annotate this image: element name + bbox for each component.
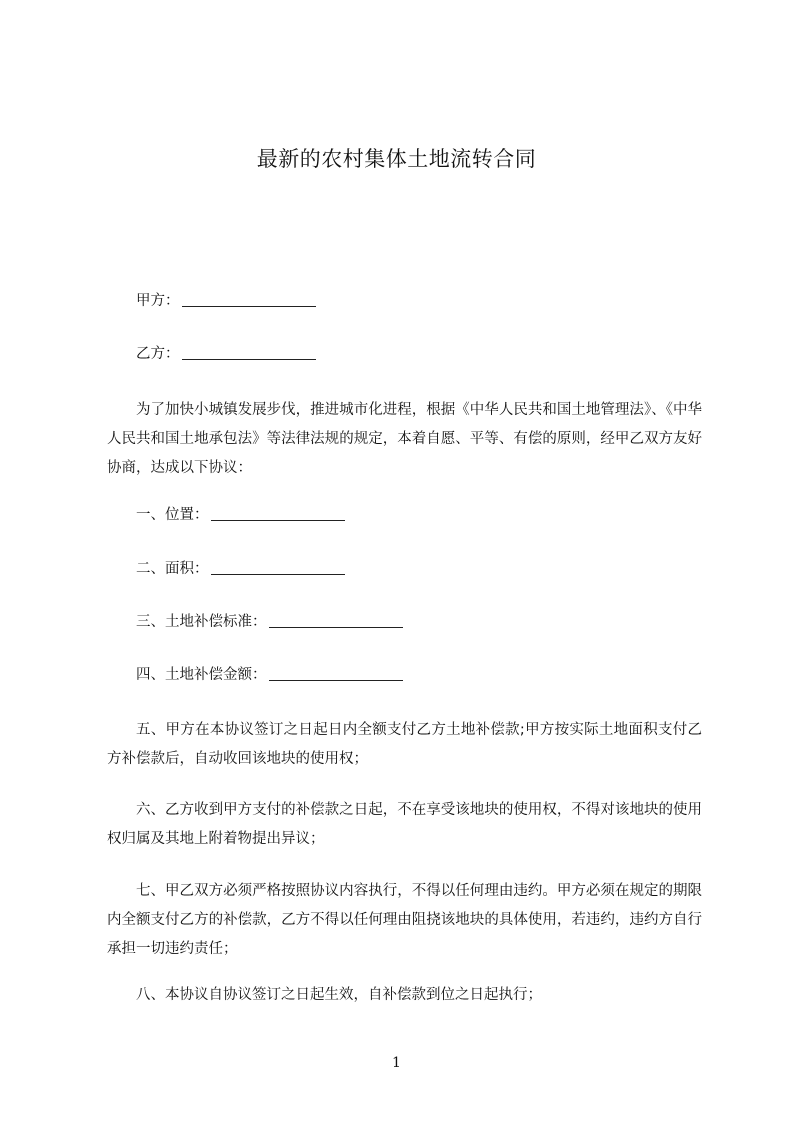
item-amount-label: 四、土地补偿金额： [136, 667, 267, 683]
item-standard-blank [269, 613, 403, 628]
clause-7-paragraph: 七、甲乙双方必须严格按照协议内容执行，不得以任何理由违约。甲方必须在规定的期限内全额支付乙方的补偿款，乙方不得以任何理由阻挠该地块的具体使用，若违约，违约方自行承担一切违约责任； [107, 883, 702, 957]
item-area-blank [211, 560, 345, 575]
party-b-label: 乙方： [136, 346, 180, 362]
page-number: 1 [392, 1055, 401, 1071]
item-location-blank [211, 506, 345, 521]
party-a-label: 甲方： [136, 293, 180, 309]
party-b-blank [182, 345, 316, 360]
item-area-label: 二、面积： [136, 561, 209, 577]
item-location-label: 一、位置： [136, 507, 209, 523]
preamble-paragraph: 为了加快小城镇发展步伐，推进城市化进程，根据《中华人民共和国土地管理法》、《中华人民共和国土地承包法》等法律法规的规定，本着自愿、平等、有偿的原则，经甲乙双方友好协商，达成以下协议： [107, 402, 702, 476]
document-title: 最新的农村集体土地流转合同 [256, 147, 537, 171]
item-standard-label: 三、土地补偿标准： [136, 614, 267, 630]
party-a-blank [182, 292, 316, 307]
item-amount-line [136, 665, 403, 685]
clause-6-paragraph: 六、乙方收到甲方支付的补偿款之日起，不在享受该地块的使用权，不得对该地块的使用权归属及其地上附着物提出异议； [107, 802, 702, 847]
item-amount-blank [269, 666, 403, 681]
item-area-line [136, 559, 345, 579]
item-location-line [136, 505, 345, 525]
party-a-line [136, 291, 316, 311]
clause-8-paragraph: 八、本协议自协议签订之日起生效，自补偿款到位之日起执行； [136, 987, 542, 1003]
item-standard-line [136, 612, 403, 632]
clause-5-paragraph: 五、甲方在本协议签订之日起日内全额支付乙方土地补偿款;甲方按实际土地面积支付乙方补偿款后，自动收回该地块的使用权； [107, 722, 702, 767]
party-b-line [136, 344, 316, 364]
